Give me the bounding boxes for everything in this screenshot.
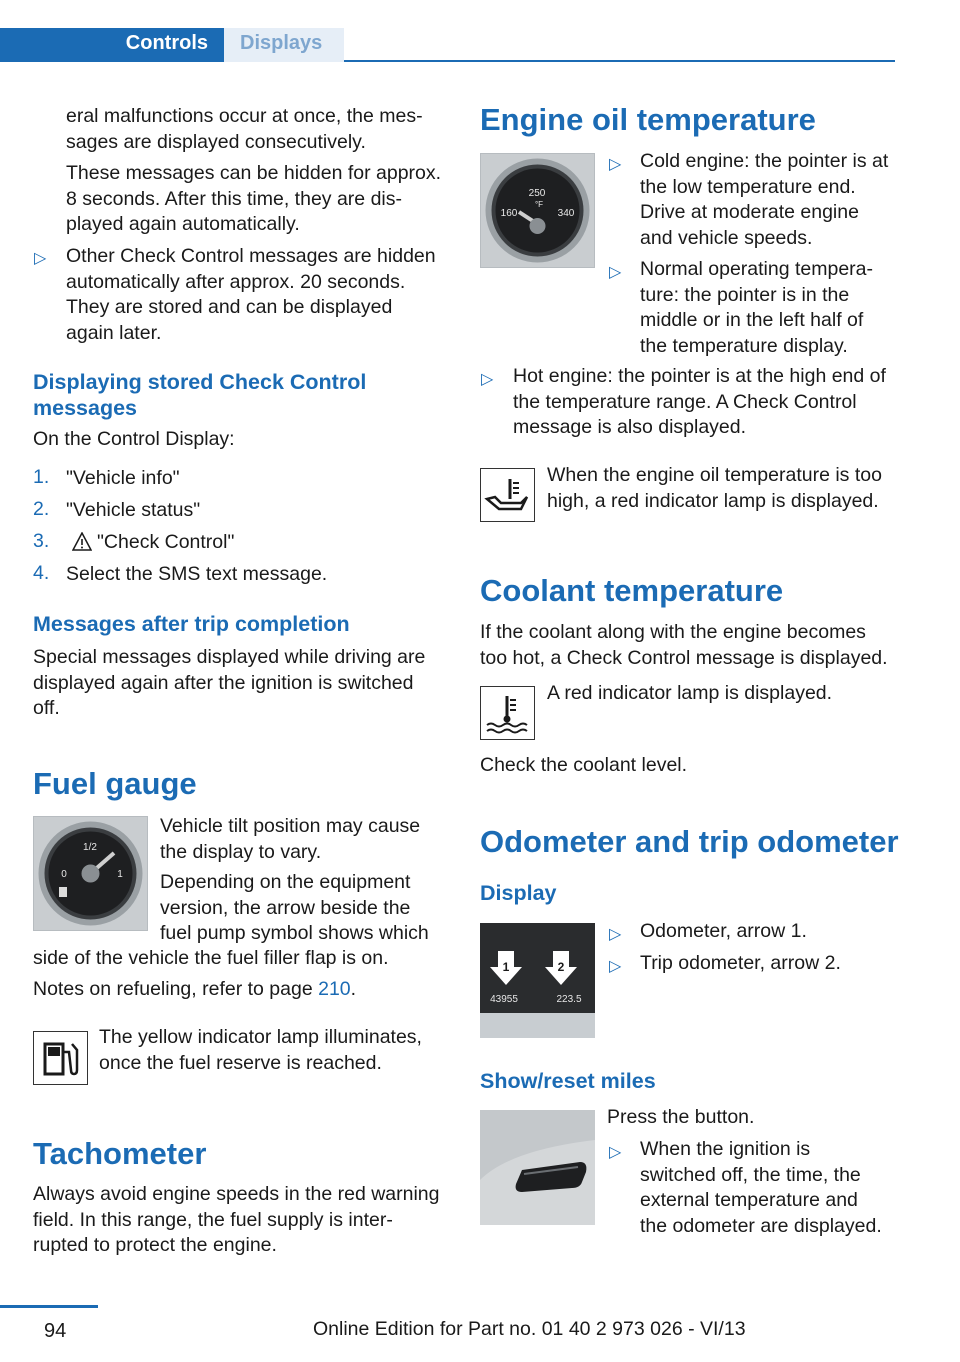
oil-lamp-text: When the engine oil temperature is too high, a red indicator lamp is displayed. [547,464,882,512]
step-number: 3. [33,530,50,552]
tachometer-text: Always avoid engine speeds in the red warning field. In this range, the fuel supply is inter- rupted to protect the engine. [33,1183,440,1256]
step-text: "Vehicle info" [66,467,180,489]
trip-value: 223.5 [556,994,582,1005]
edition-note: Online Edition for Part no. 01 40 2 973 026 - VI/13 [313,1318,746,1340]
page-number: 94 [44,1320,67,1342]
press-button-text: Press the button. [607,1106,755,1128]
footer-rule [0,1305,98,1308]
fuel-pump-icon [33,1031,88,1085]
heading-odometer: Odometer and trip odometer [480,824,899,859]
bullet-marker: ▷ [34,250,47,267]
step-number: 2. [33,498,50,520]
gauge-high-label: 340 [557,208,575,219]
odometer-display-image [480,923,595,1038]
heading-show-reset-miles: Show/reset miles [480,1069,656,1093]
bullet-marker: ▷ [609,264,622,281]
refuel-page-link[interactable]: 210 [318,978,351,1000]
paragraph-malfunctions: eral malfunctions occur at once, the mes- sages are displayed consecutively. [66,105,423,153]
heading-trip-completion: Messages after trip completion [33,612,350,636]
fuel-tilt-text: Vehicle tilt position may cause the display to vary. [160,815,421,863]
bullet-marker: ▷ [609,1144,622,1161]
heading-coolant-temperature: Coolant temperature [480,573,784,608]
oil-temperature-icon [480,468,535,522]
oil-cold-engine: Cold engine: the pointer is at the low temperature end. Drive at moderate engine and vehicle speeds. [640,150,889,249]
coolant-check-text: Check the coolant level. [480,754,688,776]
bullet-marker: ▷ [609,958,622,975]
tab-displays[interactable]: Displays [224,28,344,62]
oil-hot-engine: Hot engine: the pointer is at the high end of the temperature range. A Check Control message is also displayed. [513,365,886,438]
fuel-equipment-text: Depending on the equipment version, the arrow beside the fuel pump symbol shows which [160,871,429,944]
heading-stored-messages: Displaying stored Check Control messages [33,370,367,420]
paragraph-hidden-messages: These messages can be hidden for approx. 8 seconds. After this time, they are dis- played again automatically. [66,162,442,235]
bullet-other-messages: Other Check Control messages are hidden automatically after approx. 20 seconds. They are stored and can be displayed again later. [66,245,436,344]
heading-fuel-gauge: Fuel gauge [33,766,197,801]
step-number: 4. [33,562,50,584]
coolant-lamp-text: A red indicator lamp is displayed. [547,682,833,704]
heading-tachometer: Tachometer [33,1136,207,1171]
refuel-suffix: . [350,978,357,1000]
fuel-equipment-text-cont: side of the vehicle the fuel filler flap is on. [33,947,389,969]
warning-triangle-icon [72,532,92,551]
oil-temperature-gauge-image [480,153,595,268]
arrow-1-label: 1 [502,960,510,974]
oil-normal-temp: Normal operating tempera- ture: the pointer is in the middle or in the left half of the temperature display. [640,258,874,357]
refuel-note [33,977,356,1003]
trip-completion-text: Special messages displayed while driving are displayed again after the ignition is switched off. [33,646,426,719]
gauge-one-label: 1 [117,869,123,880]
gauge-zero-label: 0 [61,869,67,880]
step-text: "Vehicle status" [66,499,201,521]
step-text: "Check Control" [97,531,235,553]
refuel-prefix: Notes on refueling, refer to page [33,978,319,1000]
fuel-gauge-image [33,816,148,931]
gauge-half-label: 1/2 [83,842,97,853]
header-tabs [0,28,895,62]
reset-ignition-off: When the ignition is switched off, the time, the external temperature and the odometer are displayed. [640,1138,882,1237]
on-control-display: On the Control Display: [33,428,235,450]
gauge-low-label: 160 [500,208,518,219]
odometer-value: 43955 [490,994,518,1005]
step-text: Select the SMS text message. [66,563,328,585]
tab-controls[interactable]: Controls [0,28,224,62]
bullet-marker: ▷ [481,371,494,388]
gauge-mid-label: 250 [528,188,546,199]
coolant-text: If the coolant along with the engine becomes too hot, a Check Control message is displayed. [480,621,888,669]
odometer-arrow-1: Odometer, arrow 1. [640,920,807,942]
gauge-unit-label: °F [534,200,544,209]
fuel-lamp-text: The yellow indicator lamp illuminates, once the fuel reserve is reached. [99,1026,422,1074]
trip-odometer-arrow-2: Trip odometer, arrow 2. [640,952,841,974]
step-number: 1. [33,466,50,488]
reset-button-image [480,1110,595,1225]
bullet-marker: ▷ [609,156,622,173]
coolant-temperature-icon [480,686,535,740]
heading-engine-oil-temperature: Engine oil temperature [480,102,816,137]
arrow-2-label: 2 [557,960,565,974]
heading-display: Display [480,881,557,905]
bullet-marker: ▷ [609,926,622,943]
